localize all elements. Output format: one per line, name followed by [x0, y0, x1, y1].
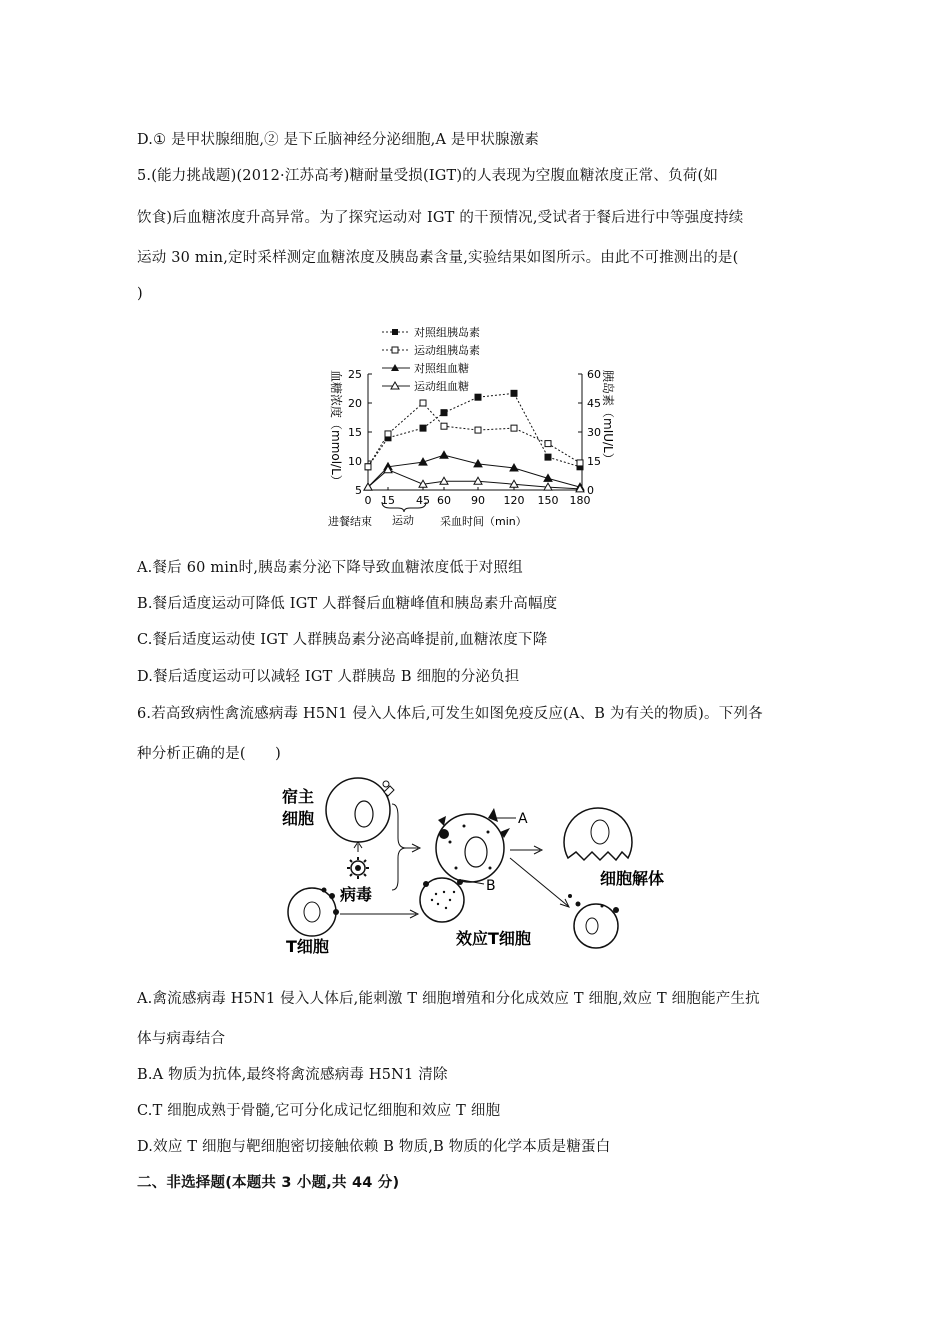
x-tick-label-7: 180 — [569, 494, 591, 507]
series-0-point-5 — [511, 390, 517, 396]
right-axis-title — [601, 370, 616, 465]
left-tick-label-4: 25 — [348, 368, 362, 381]
right-tick-label-3: 45 — [587, 397, 601, 410]
meal-end-annotation: 进餐结束 — [328, 515, 372, 528]
q5-stem-line-1: 5.(能力挑战题)(2012·江苏高考)糖耐量受损(IGT)的人表现为空腹血糖浓度正常、负荷(如 — [137, 168, 719, 184]
legend-label-exercise-glucose: 运动组血糖 — [414, 380, 469, 393]
q5-stem-line-4: ) — [137, 286, 143, 302]
chart-legend — [382, 325, 480, 393]
series-0-point-2 — [420, 425, 426, 431]
host-cell-label-line2: 细胞 — [282, 809, 315, 828]
left-tick-label-0: 5 — [355, 484, 362, 497]
q6-option-a-line-1: A.禽流感病毒 H5N1 侵入人体后,能刺激 T 细胞增殖和分化成效应 T 细胞,效应 T 细胞能产生抗 — [137, 991, 760, 1007]
series-3-point-4 — [474, 477, 482, 484]
left-tick-label-3: 20 — [348, 397, 362, 410]
x-tick-label-0: 0 — [364, 494, 372, 507]
series-1-point-3 — [441, 423, 447, 429]
right-tick-label-1: 15 — [587, 455, 601, 468]
x-tick-label-6: 150 — [537, 494, 559, 507]
host-cell-label-line1: 宿主 — [282, 787, 315, 806]
q5-option-c: C.餐后适度运动使 IGT 人群胰岛素分泌高峰提前,血糖浓度下降 — [137, 632, 548, 648]
target-cell-nucleus — [465, 837, 487, 867]
q5-stem-line-3: 运动 30 min,定时采样测定血糖浓度及胰岛素含量,实验结果如图所示。由此不可推测出的是( — [137, 250, 739, 266]
q6-stem-line-2: 种分析正确的是( ) — [137, 746, 282, 762]
series-1-point-4 — [475, 427, 481, 433]
x-tick-label-4: 90 — [471, 494, 485, 507]
x-tick-label-3: 60 — [437, 494, 451, 507]
q6-option-b: B.A 物质为抗体,最终将禽流感病毒 H5N1 清除 — [137, 1067, 448, 1083]
section-heading: 二、非选择题(本题共 3 小题,共 44 分) — [137, 1175, 400, 1191]
series-3-point-3 — [440, 477, 448, 484]
grouping-brace — [392, 804, 406, 890]
q6-option-a-line-2: 体与病毒结合 — [137, 1031, 226, 1047]
right-axis-title-text: 胰岛素（mIU/L） — [601, 370, 615, 465]
series-0-point-4 — [475, 394, 481, 400]
t-cell-nucleus — [304, 902, 320, 922]
label-a: A — [518, 811, 528, 827]
legend-label-control-glucose: 对照组血糖 — [414, 362, 469, 375]
series-0-point-6 — [545, 454, 551, 460]
right-tick-label-0: 0 — [587, 484, 594, 497]
series-1-point-0 — [365, 464, 371, 470]
host-cell-nucleus — [355, 801, 373, 827]
x-tick-label-5: 120 — [503, 494, 525, 507]
glucose-insulin-chart — [320, 322, 620, 532]
series-2-point-3 — [440, 451, 448, 458]
left-axis-title — [329, 370, 344, 487]
exercise-annotation: 运动 — [392, 514, 414, 527]
legend-label-exercise-insulin: 运动组胰岛素 — [414, 344, 480, 357]
immune-response-diagram — [278, 772, 698, 962]
series-1-point-5 — [511, 425, 517, 431]
effector-t-cell-label: 效应T细胞 — [456, 929, 531, 948]
q5-stem-line-2: 饮食)后血糖浓度升高异常。为了探究运动对 IGT 的干预情况,受试者于餐后进行中等强度持续 — [137, 210, 744, 226]
legend-marker-exercise-insulin — [392, 347, 398, 353]
legend-label-control-insulin: 对照组胰岛素 — [414, 326, 480, 339]
x-tick-label-1: 15 — [381, 494, 395, 507]
right-tick-labels — [578, 368, 601, 497]
label-b: B — [486, 878, 496, 894]
left-axis-title-text: 血糖浓度（mmol/L） — [329, 370, 343, 487]
t-cell-label: T细胞 — [286, 937, 329, 956]
series-1-point-6 — [545, 441, 551, 447]
right-tick-label-4: 60 — [587, 368, 601, 381]
q6-stem-line-1: 6.若高致病性禽流感病毒 H5N1 侵入人体后,可发生如图免疫反应(A、B 为有关的物质)。下列各 — [137, 706, 763, 722]
x-tick-label-2: 45 — [416, 494, 430, 507]
series-points — [364, 390, 584, 492]
cell-lysis-label: 细胞解体 — [600, 869, 665, 888]
q5-option-a: A.餐后 60 min时,胰岛素分泌下降导致血糖浓度低于对照组 — [137, 560, 523, 576]
series-1-point-2 — [420, 400, 426, 406]
series-1-point-1 — [385, 431, 391, 437]
series-1-point-7 — [577, 460, 583, 466]
x-axis-title: 采血时间（min） — [440, 515, 527, 528]
virus-icon — [347, 857, 369, 879]
legend-marker-control-insulin — [392, 329, 398, 335]
virus-label: 病毒 — [340, 885, 373, 904]
q6-option-c: C.T 细胞成熟于骨髓,它可分化成记忆细胞和效应 T 细胞 — [137, 1103, 501, 1119]
left-tick-label-1: 10 — [348, 455, 362, 468]
q5-option-d: D.餐后适度运动可以减轻 IGT 人群胰岛 B 细胞的分泌负担 — [137, 669, 520, 685]
q4-option-d: D.① 是甲状腺细胞,② 是下丘脑神经分泌细胞,A 是甲状腺激素 — [137, 132, 540, 148]
left-tick-label-2: 15 — [348, 426, 362, 439]
right-tick-label-2: 30 — [587, 426, 601, 439]
q6-option-d: D.效应 T 细胞与靶细胞密切接触依赖 B 物质,B 物质的化学本质是糖蛋白 — [137, 1139, 611, 1155]
series-0-point-3 — [441, 410, 447, 416]
q5-option-b: B.餐后适度运动可降低 IGT 人群餐后血糖峰值和胰岛素升高幅度 — [137, 596, 558, 612]
